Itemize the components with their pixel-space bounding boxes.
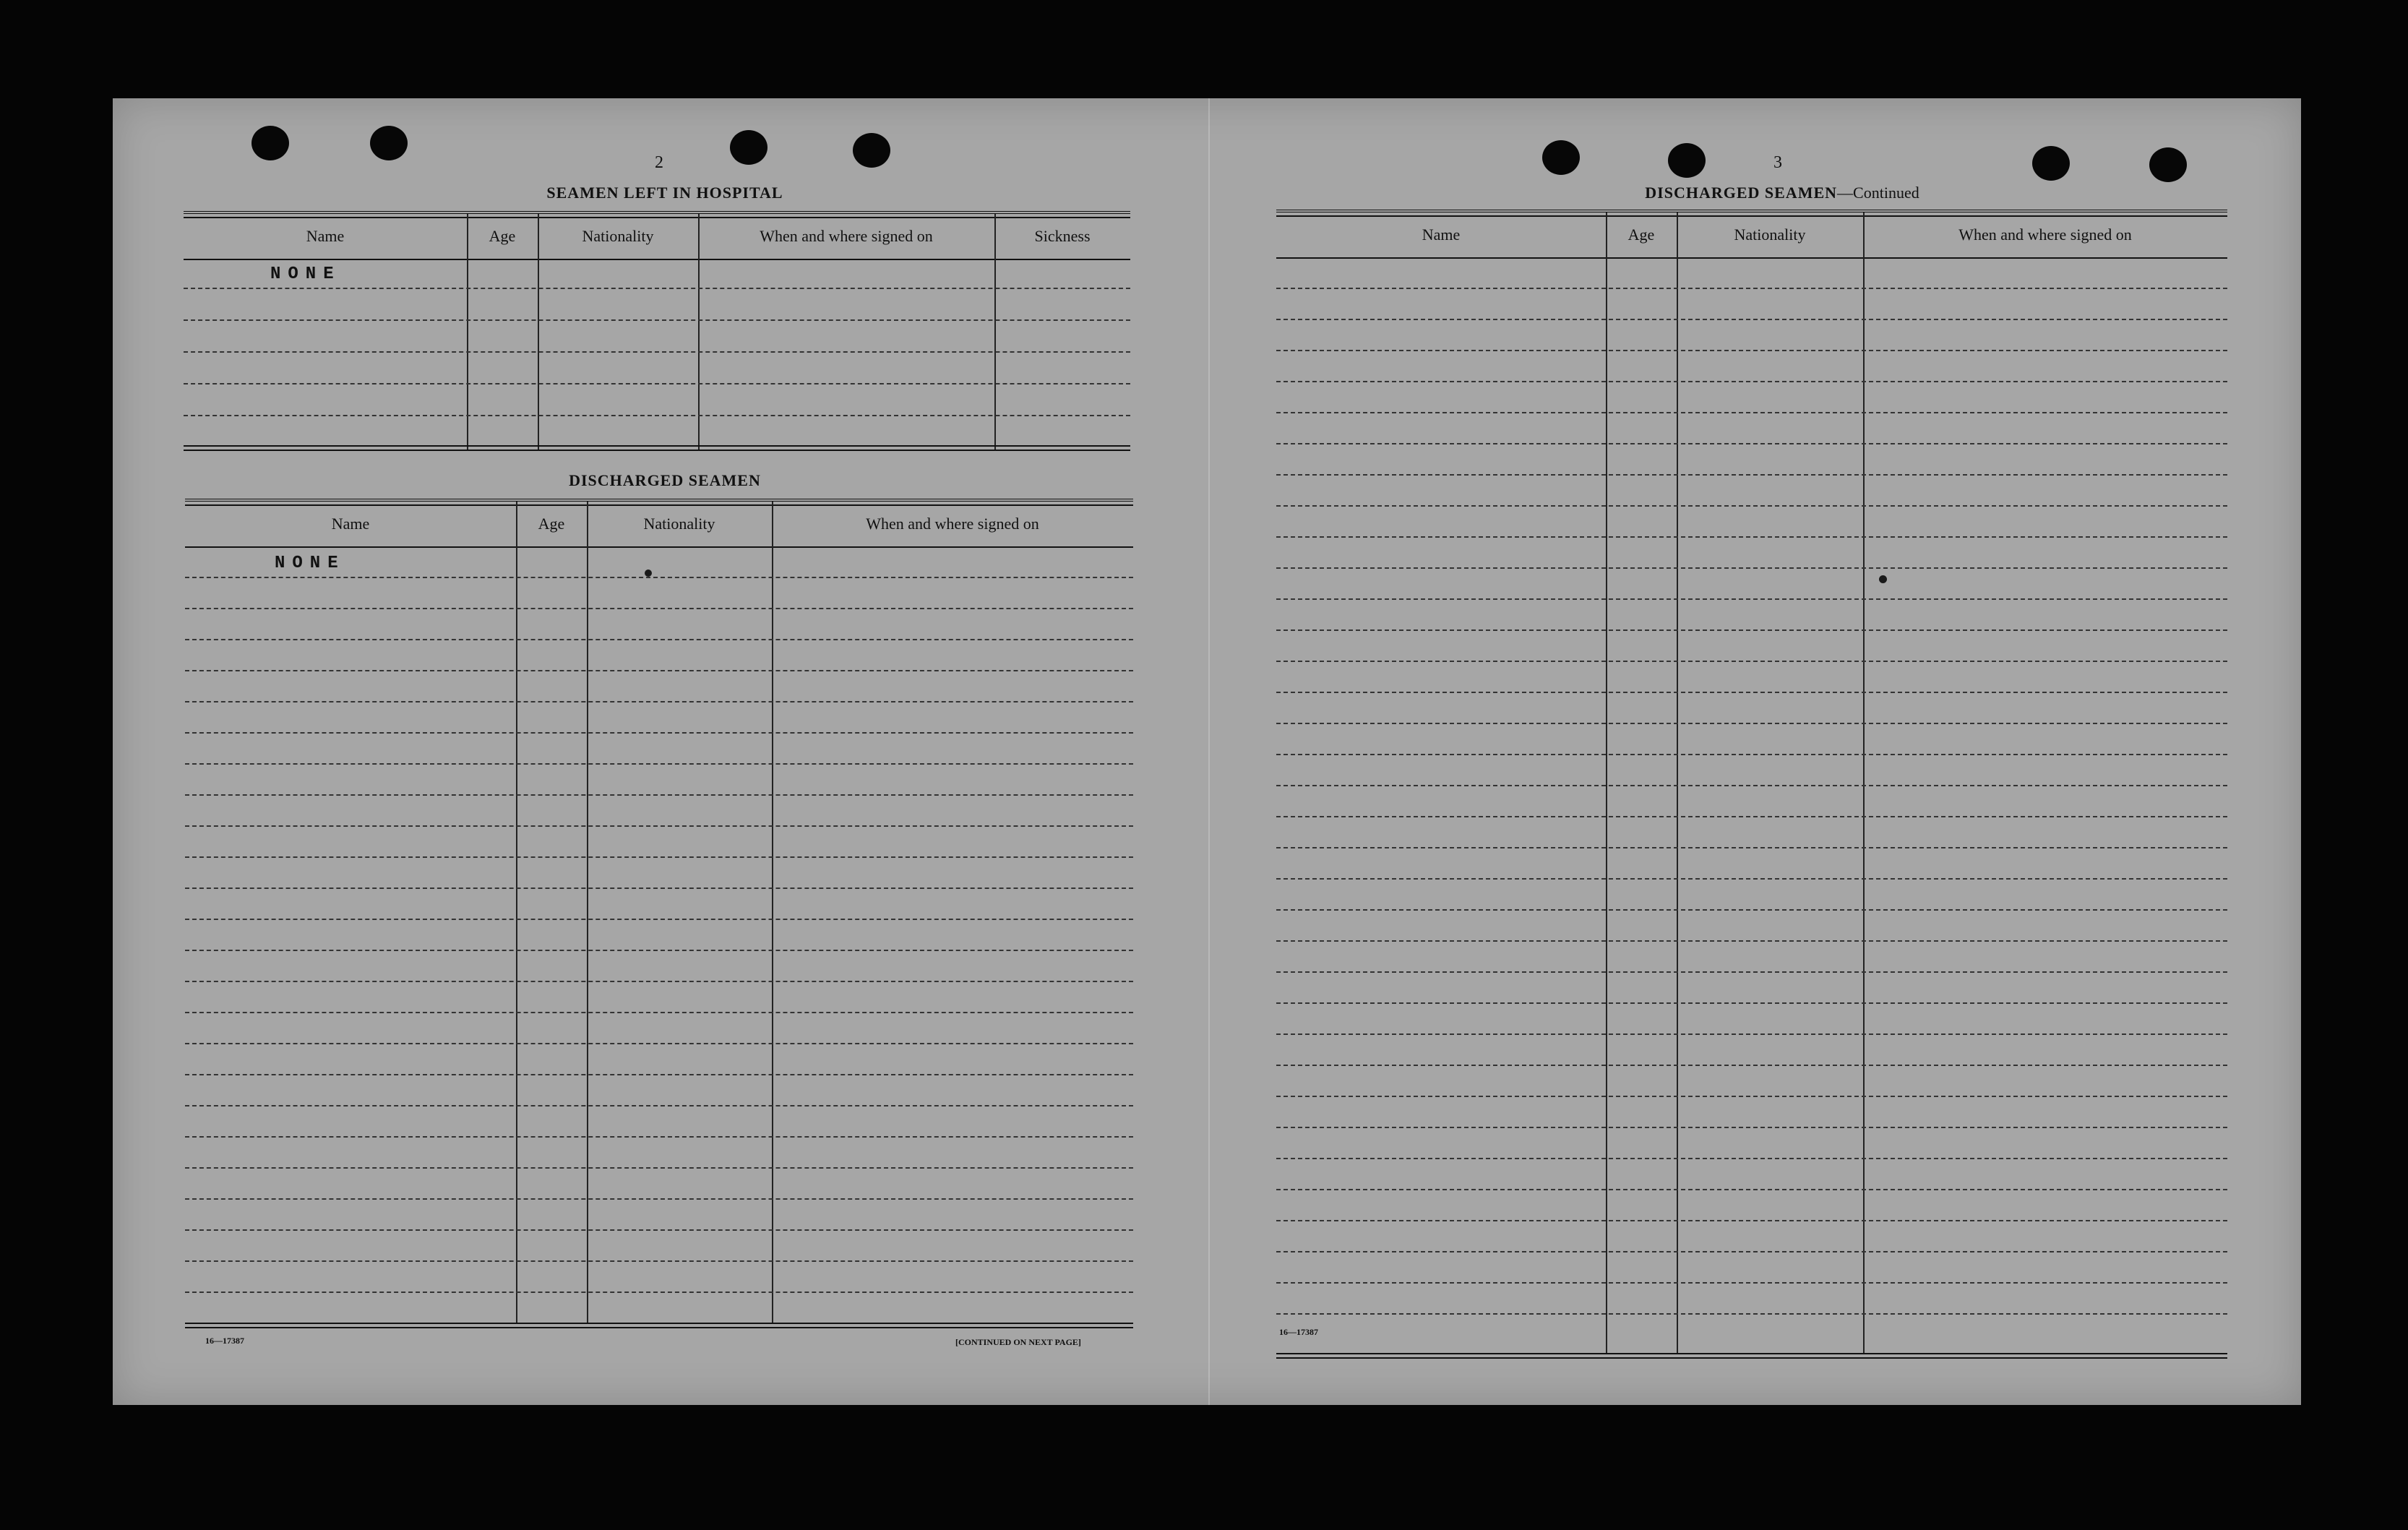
column-header-signed-on: When and where signed on	[1958, 225, 2132, 244]
form-number: 16—17387	[205, 1336, 244, 1346]
column-header-name: Name	[1422, 225, 1461, 244]
discharged-entry: NONE	[275, 554, 345, 573]
ink-speck	[645, 570, 652, 577]
title-main: DISCHARGED SEAMEN	[1645, 184, 1838, 202]
discharged-section-title: DISCHARGED SEAMEN	[569, 471, 761, 489]
hospital-table	[184, 211, 1130, 452]
continued-note: [CONTINUED ON NEXT PAGE]	[955, 1337, 1081, 1347]
column-header-age: Age	[489, 227, 516, 245]
column-header-nationality: Nationality	[582, 227, 654, 245]
column-header-name: Name	[331, 515, 370, 533]
column-header-nationality: Nationality	[1734, 225, 1806, 244]
title-continued: —Continued	[1837, 184, 1919, 202]
column-header-age: Age	[538, 515, 565, 533]
discharged-continued-header	[1276, 212, 2227, 259]
page-number: 3	[1773, 153, 1782, 172]
hospital-table-header	[184, 214, 1130, 260]
form-number: 16—17387	[1279, 1327, 1318, 1337]
column-header-signed-on: When and where signed on	[760, 227, 933, 245]
right-page	[1210, 98, 2301, 1405]
hospital-entry: NONE	[270, 265, 341, 284]
discharged-continued-title	[1565, 184, 1999, 202]
discharged-continued-table	[1276, 210, 2227, 1427]
hospital-section-title: SEAMEN LEFT IN HOSPITAL	[546, 184, 783, 202]
column-header-signed-on: When and where signed on	[866, 515, 1039, 533]
discharged-table	[185, 499, 1133, 1437]
ink-speck	[1879, 575, 1887, 583]
column-header-age: Age	[1627, 225, 1655, 244]
document-sheet	[113, 98, 2301, 1405]
discharged-table-header	[185, 502, 1133, 548]
left-page	[113, 98, 1208, 1405]
column-header-sickness: Sickness	[1034, 227, 1091, 245]
page-number: 2	[655, 153, 663, 172]
column-header-name: Name	[306, 227, 345, 245]
column-header-nationality: Nationality	[643, 515, 715, 533]
